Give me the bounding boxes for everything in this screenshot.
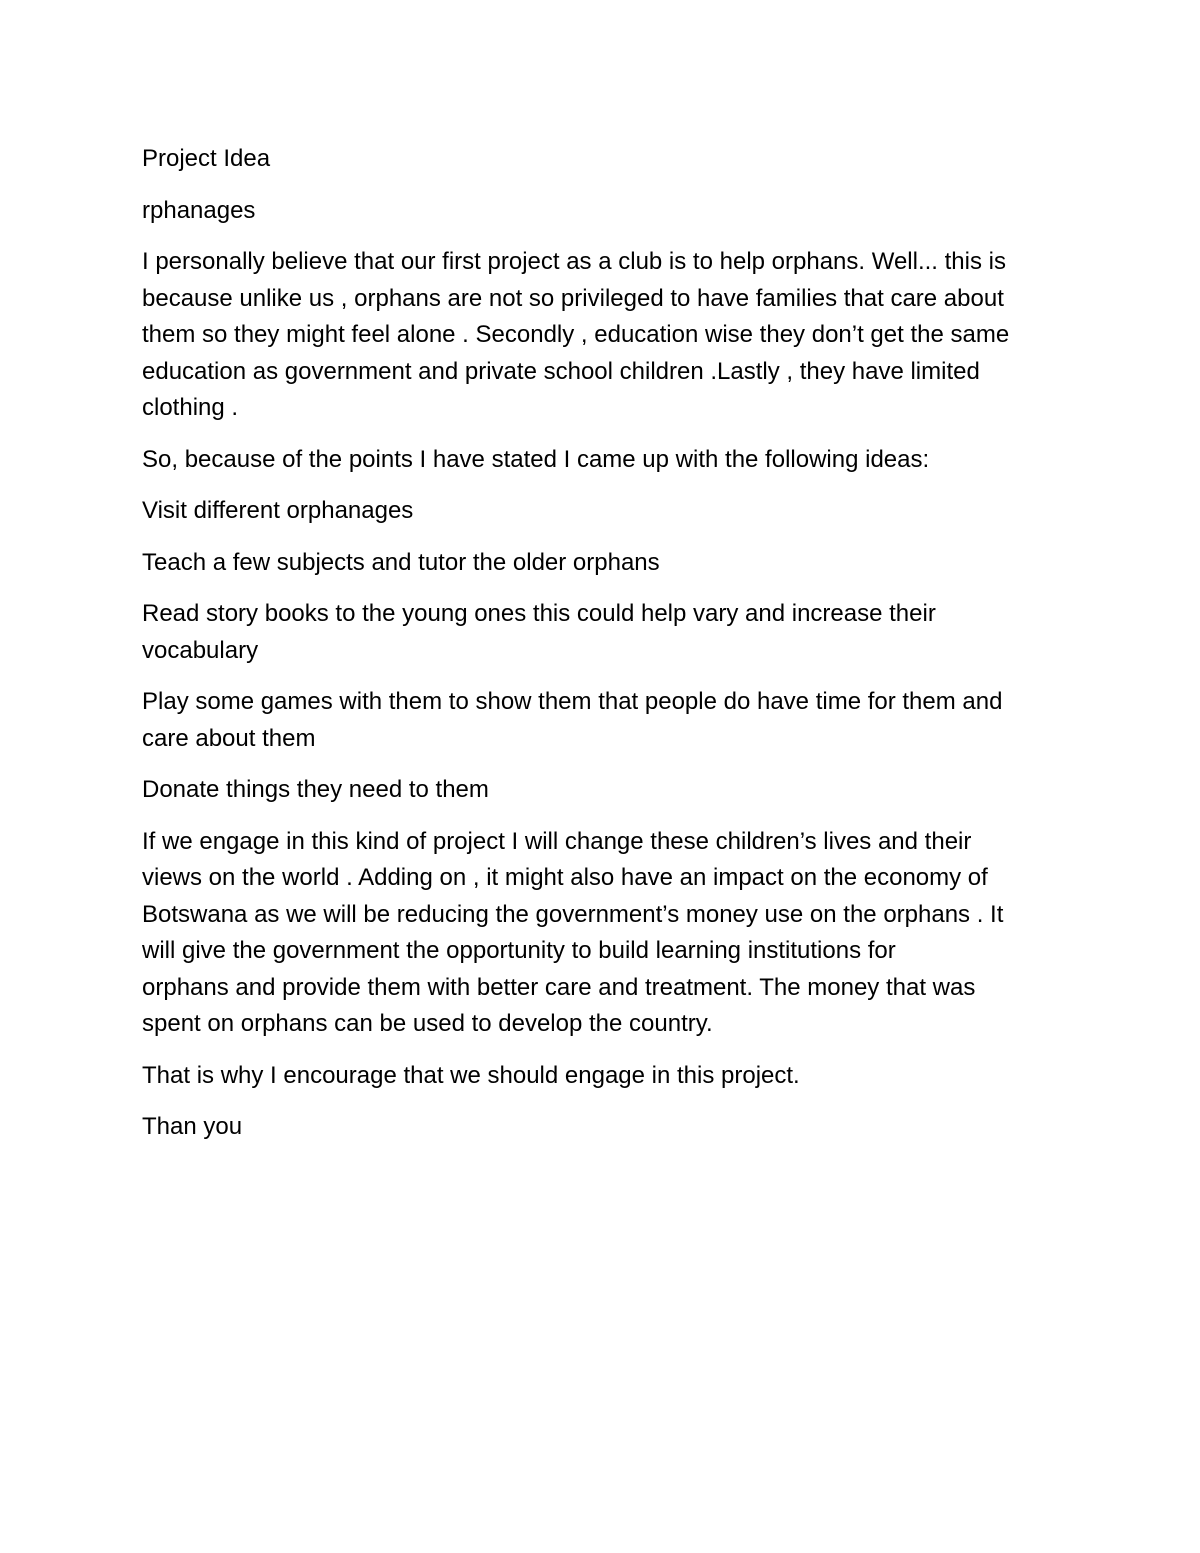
intro-line: I personally believe that our first project as a club is to help orphans. Well... this is: [142, 248, 1006, 275]
idea-item: [142, 493, 1060, 530]
impact-line: will give the government the opportunity to build learning institutions for: [142, 937, 896, 964]
idea-line: Read story books to the young ones this could help vary and increase their: [142, 600, 936, 627]
impact-line: views on the world . Adding on , it might also have an impact on the economy of: [142, 864, 988, 891]
impact-paragraph: [142, 824, 1060, 1043]
idea-item: [142, 596, 1060, 669]
intro-line: clothing .: [142, 394, 239, 421]
impact-line: spent on orphans can be used to develop the country.: [142, 1010, 713, 1037]
transition-paragraph: So, because of the points I have stated I came up with the following ideas:: [142, 445, 930, 473]
intro-line: them so they might feel alone . Secondly , education wise they don’t get the same: [142, 321, 1010, 348]
intro-paragraph: [142, 244, 1060, 427]
idea-item: [142, 684, 1060, 757]
idea-line: Teach a few subjects and tutor the older orphans: [142, 548, 660, 576]
intro-line: because unlike us , orphans are not so privileged to have families that care about: [142, 284, 1004, 312]
impact-line: orphans and provide them with better care and treatment. The money that was: [142, 973, 976, 1001]
idea-item: [142, 772, 1060, 809]
idea-item: [142, 545, 1060, 582]
conclusion-paragraph: That is why I encourage that we should engage in this project.: [142, 1061, 800, 1089]
idea-line: care about them: [142, 724, 316, 752]
document-title: Project Idea: [142, 145, 271, 172]
idea-line: Visit different orphanages: [142, 497, 414, 524]
idea-line: Donate things they need to them: [142, 776, 489, 803]
idea-line: Play some games with them to show them that people do have time for them and: [142, 688, 1003, 715]
idea-line: vocabulary: [142, 636, 259, 664]
impact-line: If we engage in this kind of project I will change these children’s lives and their: [142, 827, 972, 855]
document-subtitle: rphanages: [142, 196, 256, 224]
impact-line: Botswana as we will be reducing the government’s money use on the orphans . It: [142, 900, 1004, 928]
closing-line: Than you: [142, 1113, 243, 1140]
intro-line: education as government and private school children .Lastly , they have limited: [142, 357, 980, 385]
